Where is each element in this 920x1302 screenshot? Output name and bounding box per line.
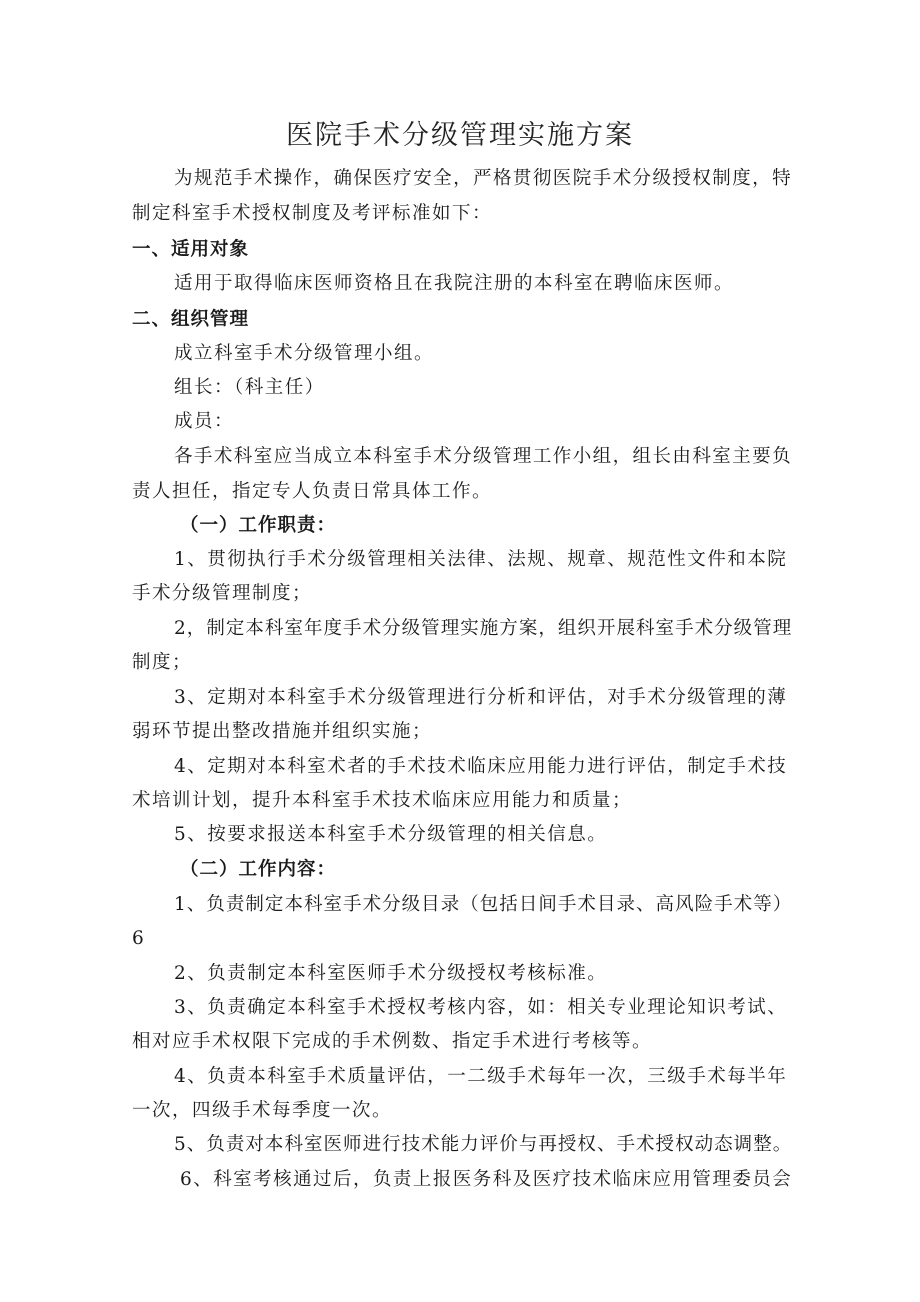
section-2-paragraph-1: 成立科室手术分级管理小组。 [174, 343, 435, 364]
content-3-line-2: 相对应手术权限下完成的手术例数、指定手术进行考核等。 [132, 1031, 653, 1052]
duty-4-line-2: 术培训计划，提升本科室手术技术临床应用能力和质量； [132, 790, 633, 811]
intro-line-2: 制定科室手术授权制度及考评标准如下： [132, 203, 493, 224]
duty-5: 5、按要求报送本科室手术分级管理的相关信息。 [174, 824, 608, 845]
intro-line-1: 为规范手术操作，确保医疗安全，严格贯彻医院手术分级授权制度，特 [174, 168, 793, 189]
section-1-heading: 一、适用对象 [132, 239, 250, 260]
content-3-line-1: 3、负责确定本科室手术授权考核内容，如：相关专业理论知识考试、 [174, 997, 788, 1018]
content-4-line-2: 一次，四级手术每季度一次。 [132, 1100, 393, 1121]
duty-3-line-1: 3、定期对本科室手术分级管理进行分析和评估，对手术分级管理的薄 [174, 687, 788, 708]
content-6: 6、科室考核通过后，负责上报医务科及医疗技术临床应用管理委员会 [180, 1169, 793, 1190]
duties-heading: （一）工作职责： [180, 515, 337, 536]
content-heading: （二）工作内容： [180, 859, 337, 880]
content-1-line-2: 6 [132, 928, 146, 949]
section-2-paragraph-4-line-1: 各手术科室应当成立本科室手术分级管理工作小组，组长由科室主要负 [174, 446, 793, 467]
content-2: 2、负责制定本科室医师手术分级授权考核标准。 [174, 963, 608, 984]
section-2-heading: 二、组织管理 [132, 309, 250, 330]
document-title: 医院手术分级管理实施方案 [286, 120, 634, 151]
content-1-line-1: 1、负责制定本科室手术分级目录（包括日间手术目录、高风险手术等） [174, 894, 793, 915]
duty-1-line-1: 1、贯彻执行手术分级管理相关法律、法规、规章、规范性文件和本院 [174, 549, 788, 570]
section-2-paragraph-2: 组长：（科主任） [174, 377, 325, 398]
section-2-paragraph-3: 成员： [174, 411, 235, 432]
content-4-line-1: 4、负责本科室手术质量评估，一二级手术每年一次，三级手术每半年 [174, 1066, 788, 1087]
duty-3-line-2: 弱环节提出整改措施并组织实施； [132, 721, 433, 742]
content-5: 5、负责对本科室医师进行技术能力评价与再授权、手术授权动态调整。 [174, 1134, 793, 1155]
duty-1-line-2: 手术分级管理制度； [132, 583, 313, 604]
section-2-paragraph-4-line-2: 责人担任，指定专人负责日常具体工作。 [132, 481, 493, 502]
duty-2-line-2: 制度； [132, 652, 193, 673]
duty-2-line-1: 2，制定本科室年度手术分级管理实施方案，组织开展科室手术分级管理 [174, 618, 793, 639]
duty-4-line-1: 4、定期对本科室术者的手术技术临床应用能力进行评估，制定手术技 [174, 756, 788, 777]
section-1-text: 适用于取得临床医师资格且在我院注册的本科室在聘临床医师。 [174, 273, 735, 294]
